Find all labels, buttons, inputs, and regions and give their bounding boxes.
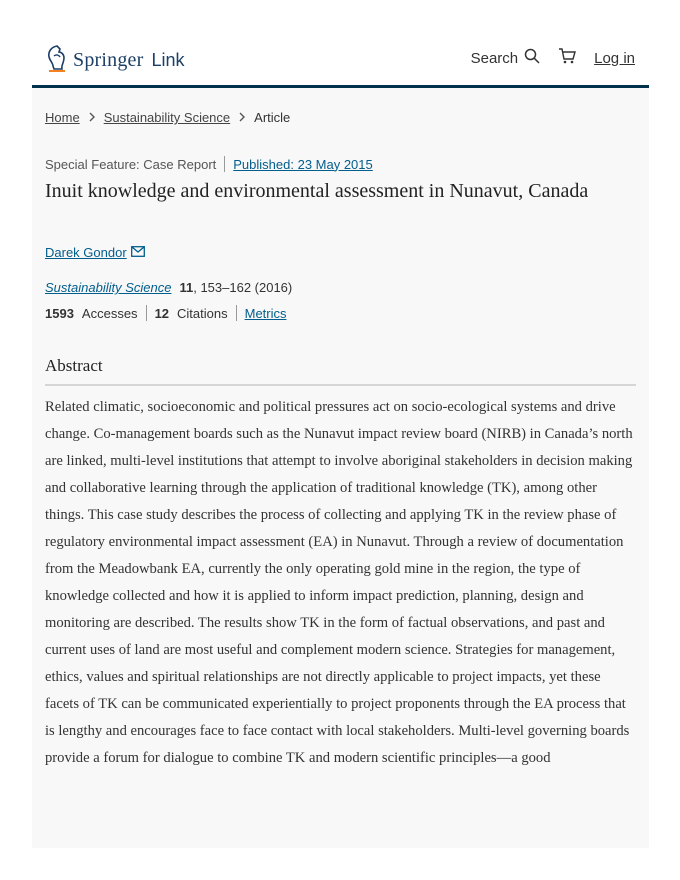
volume-number: 11 (179, 280, 194, 295)
accesses-count: 1593 (45, 305, 74, 321)
breadcrumb-current: Article (254, 110, 291, 125)
pages-year: , 153–162 (2016) (193, 280, 293, 295)
search-icon (524, 48, 540, 68)
meta-divider (224, 156, 225, 172)
breadcrumb (45, 110, 290, 125)
cart-icon[interactable] (558, 48, 576, 68)
journal-link[interactable]: Sustainability Science (45, 280, 172, 295)
logo-suffix-text: Link (151, 50, 185, 70)
author-list (45, 245, 145, 260)
metrics-link[interactable]: Metrics (244, 305, 287, 321)
article-metrics (45, 305, 287, 321)
abstract-divider (45, 384, 636, 386)
header-divider (32, 85, 649, 88)
abstract-heading: Abstract (45, 356, 103, 375)
citations-label: Citations (177, 305, 228, 321)
login-link[interactable]: Log in (594, 49, 635, 67)
accesses-label: Accesses (81, 305, 138, 321)
logo-brand-text: Springer (73, 49, 144, 71)
springer-link-logo[interactable] (45, 44, 185, 77)
journal-citation (45, 280, 292, 295)
breadcrumb-journal[interactable]: Sustainability Science (103, 110, 231, 125)
breadcrumb-home[interactable]: Home (45, 110, 80, 125)
metrics-divider (146, 305, 147, 321)
springer-horse-logo-icon (45, 44, 69, 77)
header-nav (471, 48, 635, 68)
metrics-divider (236, 305, 237, 321)
article-title: Inuit knowledge and environmental assessment in Nunavut, Canada (45, 180, 589, 202)
abstract-text: Related climatic, socioeconomic and political pressures act on socio-ecological systems and drive change. Co-management boards such as the Nunavut impact review board (NIRB) in Canada’s north are linked, multi-level institutions that attempt to involve aboriginal stakeholders in decision making and collaborative learning through the application of traditional knowledge (TK), among other things. This case study describes the process of collecting and applying TK in the review phase of regulatory environmental impact assessment (EA) in Nunavut. Through a review of documentation from the Meadowbank EA, currently the only operating gold mine in the region, the type of knowledge collected and how it is applied to inform impact prediction, planning, design and monitoring are described. The results show TK in the form of factual observations, and past and current uses of land are most useful and complement modern science. Strategies for management, ethics, values and spiritual relationships are not directly applicable to project impacts, yet these facets of TK can be communicated experientially to project proponents through the EA process that is lengthy and encourages face to face contact with local stakeholders. Multi-level governing boards provide a forum for dialogue to combine TK and modern scientific principles—a good (45, 399, 633, 766)
volume-info (179, 280, 292, 295)
article-type: Special Feature: Case Report (45, 156, 217, 172)
published-date-link[interactable]: Published: 23 May 2015 (233, 156, 373, 172)
search-label: Search (470, 49, 519, 67)
article-meta (45, 156, 373, 172)
citations-count: 12 (154, 305, 170, 321)
author-link[interactable]: Darek Gondor (45, 245, 127, 260)
chevron-right-icon (238, 111, 246, 125)
chevron-right-icon (88, 111, 96, 125)
email-icon[interactable] (131, 245, 145, 260)
search-button[interactable] (471, 48, 541, 68)
